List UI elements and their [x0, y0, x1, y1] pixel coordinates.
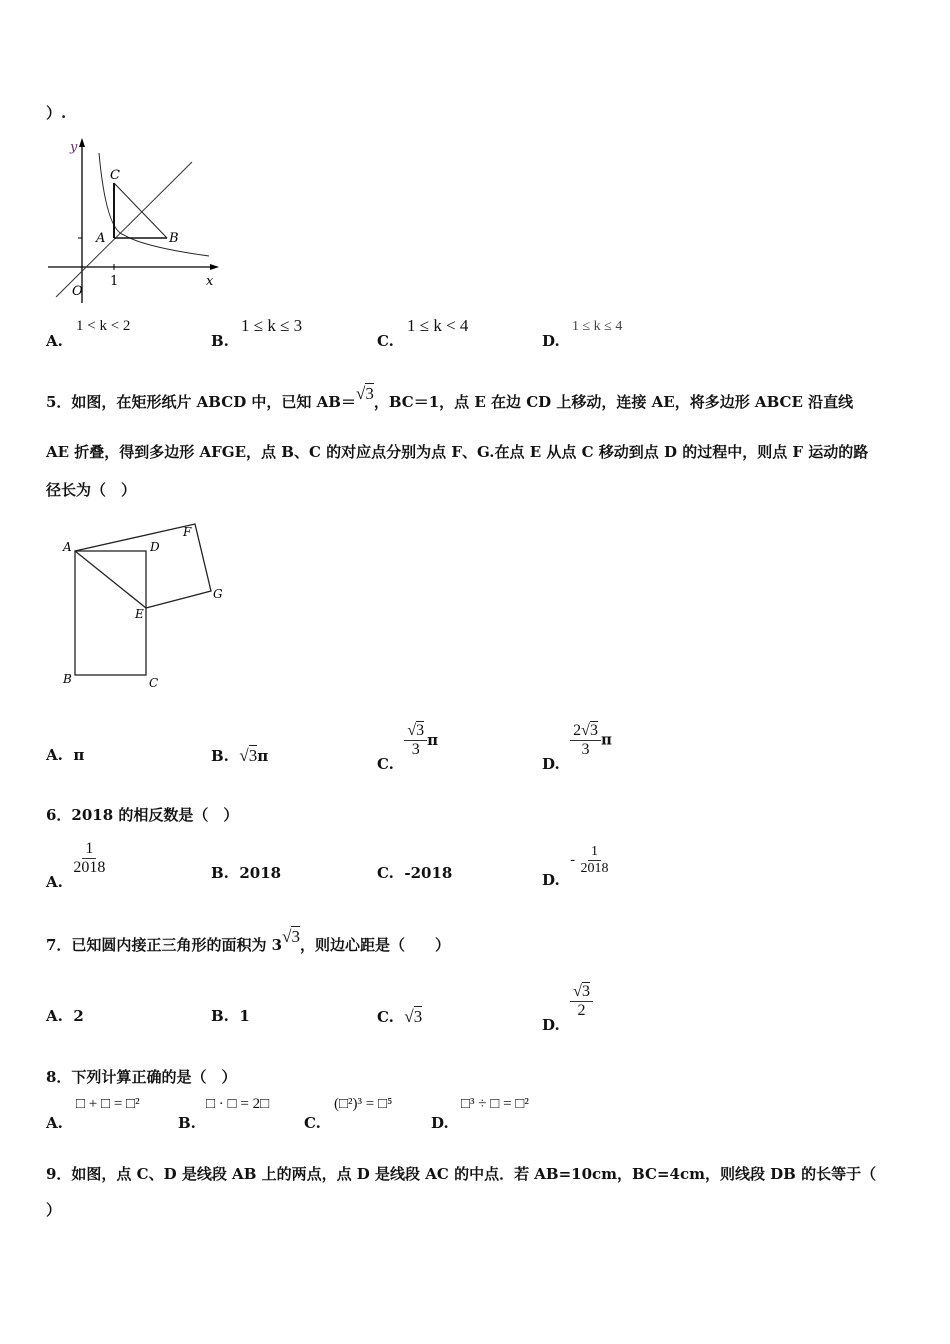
q7-option-b[interactable]: B. 1: [211, 1007, 250, 1025]
option-label: C.: [377, 332, 394, 350]
q5-option-d[interactable]: D. $\frac{2√3}{3}$ π: [542, 722, 612, 773]
fig-label-d: D: [150, 540, 160, 554]
fig-label-c: C: [110, 168, 120, 183]
q5-option-a[interactable]: A. π: [46, 746, 85, 764]
q4-option-b[interactable]: [211, 316, 303, 350]
option-text: 1 ≤ k ≤ 3: [241, 316, 303, 335]
q5-option-c[interactable]: C. $\frac{√3}{3}$ π: [377, 722, 439, 773]
q6-option-b[interactable]: B. 2018: [211, 864, 282, 882]
q8-option-a[interactable]: A. □ + □ = □²: [46, 1096, 140, 1132]
fig-label-f: F: [183, 525, 192, 539]
fig-label-c: C: [149, 676, 159, 690]
q6-stem: 6．2018 的相反数是（ ）: [46, 806, 239, 824]
q8-stem: 8．下列计算正确的是（ ）: [46, 1068, 237, 1086]
q4-tail: ）.: [46, 104, 67, 122]
option-text: 1 < k < 2: [76, 318, 131, 334]
q6-option-d[interactable]: D. - $\frac{1}{2018}$: [542, 844, 609, 889]
fig-label-x: x: [206, 274, 214, 289]
option-text: 1 ≤ k ≤ 4: [572, 319, 623, 334]
option-label: A.: [46, 332, 63, 350]
q4-option-c[interactable]: [377, 316, 469, 350]
q5-stem-line1: 5．如图，在矩形纸片 ABCD 中，已知 AB＝√3，BC＝1，点 E 在边 CD 上移动，连接 AE，将多边形 ABCE 沿直线: [46, 384, 854, 411]
q7-option-a[interactable]: A. 2: [46, 1007, 84, 1025]
fig-label-y: y: [70, 140, 78, 155]
option-label: D.: [542, 332, 560, 350]
fig-label-1: 1: [110, 274, 119, 289]
q8-option-b[interactable]: B. □ · □ = 2□: [178, 1096, 270, 1132]
fig-label-o: O: [72, 284, 83, 299]
q5-option-b[interactable]: B. √3π: [211, 746, 269, 765]
q8-option-c[interactable]: C. (□²)³ = □⁵: [304, 1096, 393, 1132]
q9-stem-line2: ）: [46, 1201, 62, 1219]
q9-stem-line1: 9．如图，点 C、D 是线段 AB 上的两点，点 D 是线段 AC 的中点．若 AB=10cm，BC=4cm，则线段 DB 的长等于（: [46, 1165, 877, 1183]
option-text: 1 ≤ k < 4: [407, 316, 469, 335]
q6-option-a[interactable]: A. $\frac{1}{2018}$: [46, 840, 106, 891]
q6-option-c[interactable]: C. -2018: [377, 864, 453, 882]
option-label: B.: [211, 332, 229, 350]
fig-label-g: G: [213, 587, 223, 601]
fig-label-b: B: [63, 672, 72, 686]
q8-option-d[interactable]: D. □³ ÷ □ = □²: [431, 1096, 529, 1132]
fig-label-a: A: [96, 231, 106, 246]
q5-stem-line2: AE 折叠，得到多边形 AFGE，点 B、C 的对应点分别为点 F、G.在点 E 从点 C 移动到点 D 的过程中，则点 F 运动的路: [46, 443, 869, 461]
fig-label-e: E: [135, 607, 144, 621]
q5-stem-line3: 径长为（ ）: [46, 481, 137, 499]
fig-label-a: A: [63, 540, 72, 554]
q5-figure: [55, 518, 235, 693]
fig-label-b: B: [169, 231, 179, 246]
q4-option-a[interactable]: [46, 318, 131, 350]
q4-figure: [44, 135, 234, 305]
q7-stem: 7．已知圆内接正三角形的面积为 3√3，则边心距是（ ）: [46, 927, 450, 954]
q7-option-d[interactable]: D. $\frac{√3}{2}$: [542, 983, 593, 1020]
q7-option-c[interactable]: C. √3: [377, 1007, 423, 1026]
q4-option-d[interactable]: [542, 319, 623, 350]
